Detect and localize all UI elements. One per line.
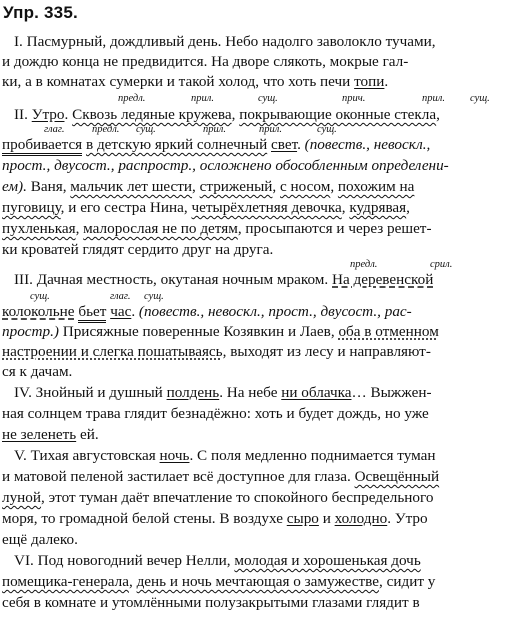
pos-label: предл. (118, 93, 146, 104)
pos-label: прил. (203, 124, 226, 135)
para-4-line-2: ная солнцем трава глядит безнадёжно: хоть и будет дождь, но уже (2, 405, 429, 422)
pos-label: предл. (350, 259, 378, 270)
para-5-line-5: ещё далеко. (2, 531, 78, 548)
para-2-line-7: ки кроватей глядят сердито друг на друга. (2, 241, 274, 258)
exercise-title: Упр. 335. (3, 3, 78, 22)
para-3-line-5: ся к дачам. (2, 363, 73, 380)
para-5-line-4: моря, то громадной белой стены. В воздухе сыро и холодно. Утро (2, 510, 428, 527)
para-2-line-2: пробивается в детскую яркий солнечный свет. (повеств., невоскл., (2, 135, 519, 155)
pos-label: прил. (191, 93, 214, 104)
para-4-line-3: не зеленеть ей. (2, 426, 99, 443)
para-1-line-1: I. Пасмурный, дождливый день. Небо надолго заволокло тучами, (14, 33, 436, 50)
pos-label: сущ. (30, 291, 50, 302)
para-3-line-1: III. Дачная местность, окутаная ночным мраком. На деревенской (14, 271, 434, 288)
pos-label: срил. (430, 259, 453, 270)
para-2-line-5: пуговицу, и его сестра Нина, четырёхлетняя девочка, кудрявая, (2, 199, 410, 216)
para-1-line-2: и дождю конца не предвидится. На дворе слякоть, мокрые гал- (2, 53, 409, 70)
pos-label: сущ. (144, 291, 164, 302)
pos-label: сущ. (136, 124, 156, 135)
pos-label: предл. (92, 124, 120, 135)
pos-label: сущ. (258, 93, 278, 104)
para-5-line-1: V. Тихая августовская ночь. С поля медленно поднимается туман (14, 447, 436, 464)
para-6-line-3: себя в комнате и утомлёнными полузакрытыми глазами глядит в (2, 594, 420, 611)
pos-label: сущ. (317, 124, 337, 135)
para-1-line-3: ки, а в комнатах сумерки и такой холод, что хоть печи топи. (2, 73, 389, 90)
para-5-line-3: луной, этот туман даёт впечатление то спокойного беспредельного (2, 489, 434, 506)
para-2-line-3: прост., двусост., распростр., осложнено обособленным определени- (2, 157, 449, 174)
para-6-line-1: VI. Под новогодний вечер Нелли, молодая и хорошенькая дочь (14, 552, 421, 569)
para-3-line-4: настроении и слегка пошатываясь, выходят из лесу и направляют- (2, 343, 431, 360)
para-6-line-2: помещика-генерала, день и ночь мечтающая о замужестве, сидит у (2, 573, 436, 590)
para-4-line-1: IV. Знойный и душный полдень. На небе ни облачка… Выжжен- (14, 384, 432, 401)
para-5-line-2: и матовой пеленой застилает всё доступное для глаза. Освещённый (2, 468, 440, 485)
para-2-line-4: ем). Ваня, мальчик лет шести, стриженый, с носом, похожим на (2, 178, 415, 195)
pos-label: глаг. (110, 291, 131, 302)
para-3-line-3: простр.) Присяжные поверенные Козявкин и Лаев, оба в отменном (2, 323, 439, 340)
para-2-line-6: пухленькая, малорослая не по детям, просыпаются и через решет- (2, 220, 432, 237)
pos-label: глаг. (44, 124, 65, 135)
pos-label: прич. (342, 93, 366, 104)
pos-label: прил. (422, 93, 445, 104)
para-2-line-1: II. Утро. Сквозь ледяные кружева, покрывающие оконные стекла, (14, 106, 440, 123)
para-3-line-2: колокольне бьет час. (повеств., невоскл., прост., двусост., рас- (2, 302, 519, 322)
pos-label: прил. (259, 124, 282, 135)
pos-label: сущ. (470, 93, 490, 104)
